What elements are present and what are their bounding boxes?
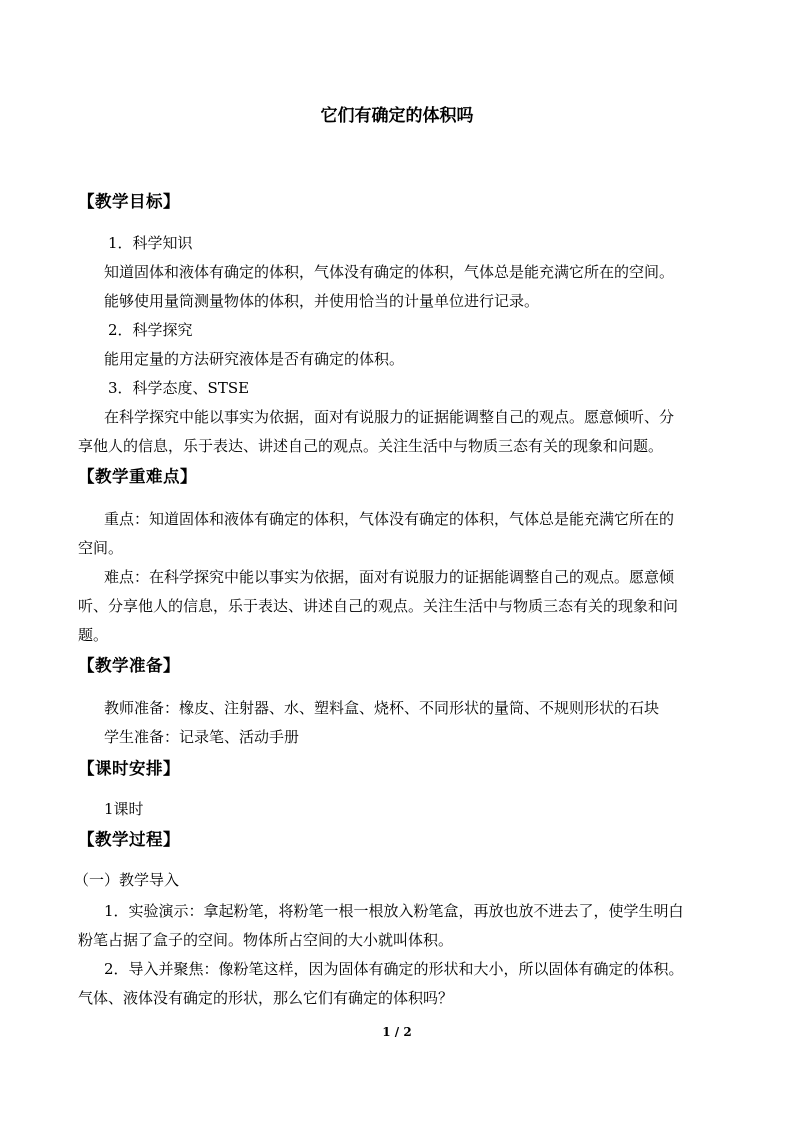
objective-1-text-line1: 知道固体和液体有确定的体积，气体没有确定的体积，气体总是能充满它所在的空间。 bbox=[104, 263, 675, 281]
objective-2-label: 2．科学探究 bbox=[108, 321, 193, 339]
focus-text-line1: 重点：知道固体和液体有确定的体积，气体没有确定的体积，气体总是能充满它所在的 bbox=[104, 510, 675, 528]
section-heading-preparation: 【教学准备】 bbox=[78, 656, 180, 675]
page-number: 1 / 2 bbox=[382, 1025, 412, 1039]
page-title: 它们有确定的体积吗 bbox=[320, 106, 474, 126]
section-heading-process: 【教学过程】 bbox=[78, 830, 180, 849]
teacher-preparation: 教师准备：橡皮、注射器、水、塑料盒、烧杯、不同形状的量筒、不规则形状的石块 bbox=[104, 699, 660, 717]
objective-2-text-line1: 能用定量的方法研究液体是否有确定的体积。 bbox=[104, 350, 405, 368]
section-heading-key-points: 【教学重难点】 bbox=[78, 467, 197, 486]
section-heading-objectives: 【教学目标】 bbox=[78, 192, 180, 211]
objective-3-label: 3．科学态度、STSE bbox=[108, 379, 250, 397]
section-heading-schedule: 【课时安排】 bbox=[78, 759, 180, 778]
process-step-1-line1: 1．实验演示：拿起粉笔，将粉笔一根一根放入粉笔盒，再放也放不进去了，使学生明白 bbox=[104, 902, 684, 920]
process-step-2-line1: 2．导入并聚焦：像粉笔这样，因为固体有确定的形状和大小，所以固体有确定的体积。 bbox=[104, 960, 684, 978]
objective-3-text-line1: 在科学探究中能以事实为依据，面对有说服力的证据能调整自己的观点。愿意倾听、分 bbox=[104, 408, 675, 426]
objective-3-text-line2: 享他人的信息，乐于表达、讲述自己的观点。关注生活中与物质三态有关的现象和问题。 bbox=[78, 437, 664, 455]
process-step-1-line2: 粉笔占据了盒子的空间。物体所占空间的大小就叫体积。 bbox=[78, 931, 454, 949]
schedule-value: 1课时 bbox=[104, 800, 144, 818]
objective-1-label: 1．科学知识 bbox=[108, 234, 193, 252]
process-section-1-title: （一）教学导入 bbox=[74, 871, 180, 889]
difficulty-text-line2: 听、分享他人的信息，乐于表达、讲述自己的观点。关注生活中与物质三态有关的现象和问 bbox=[78, 597, 679, 615]
process-step-2-line2: 气体、液体没有确定的形状，那么它们有确定的体积吗？ bbox=[78, 989, 454, 1007]
difficulty-text-line1: 难点：在科学探究中能以事实为依据，面对有说服力的证据能调整自己的观点。愿意倾 bbox=[104, 568, 675, 586]
difficulty-text-line3: 题。 bbox=[78, 626, 109, 644]
student-preparation: 学生准备：记录笔、活动手册 bbox=[104, 728, 300, 746]
focus-text-line2: 空间。 bbox=[78, 539, 124, 557]
objective-1-text-line2: 能够使用量筒测量物体的体积，并使用恰当的计量单位进行记录。 bbox=[104, 292, 540, 310]
